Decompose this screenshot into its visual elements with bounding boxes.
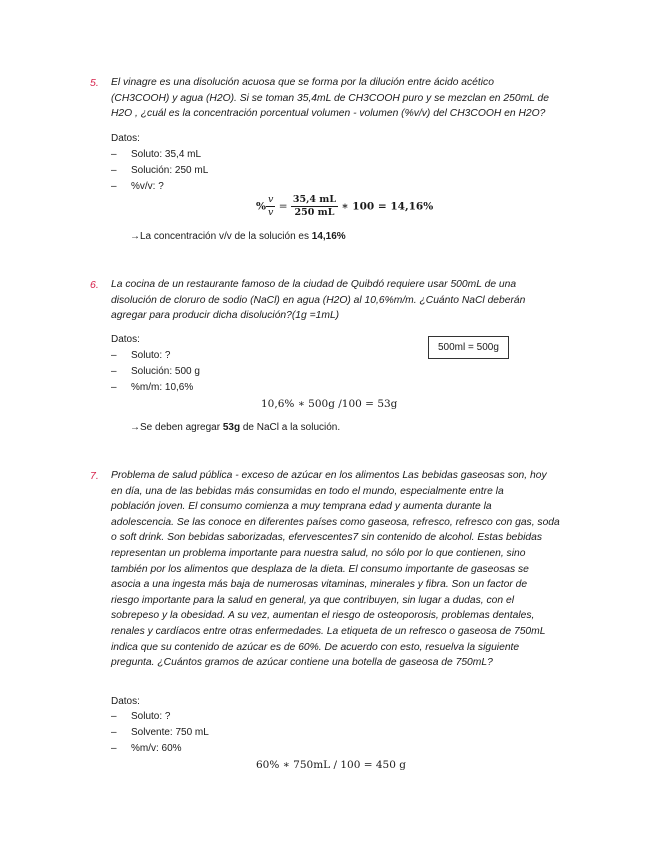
fraction-values: $\frac{35,4 mL}{250 mL}$ [292,194,337,218]
dash-icon: – [111,366,117,377]
question-7-line: adolescencia. Se las conoce en diferentes países como gaseosa, refresco, refresco con gas, soda [111,516,560,528]
formula-7: 60% ∗ 750mL / 100 = 450 g [256,759,406,771]
conclusion-6: →Se deben agregar 53g de NaCl a la solución. [130,422,341,433]
question-7-line: representan un problema importante para nuestra salud, no sólo por lo que contienen, sino [111,547,526,559]
formula-6: 10,6% ∗ 500g /100 = 53g [261,398,398,410]
datos-label-7: Datos: [111,696,140,707]
question-5-line: El vinagre es una disolución acuosa que se forma por la dilución entre ácido acético [111,77,494,88]
question-7-line: asocia a una ingesta más baja de numerosas vitaminas, minerales y fibra. Son un factor de [111,579,528,591]
question-7-line: Problema de salud pública - exceso de azúcar en los alimentos Las bebidas gaseosas son, hoy [111,470,547,481]
conversion-box: 500ml = 500g [428,336,509,359]
question-6-line: La cocina de un restaurante famoso de la ciudad de Quibdó requiere usar 500mL de una [111,279,517,290]
bullet-item: – Solución: 500 g [111,366,200,377]
question-7-line: sobrepeso y la obesidad. A su vez, aumentan el riesgo de osteoporosis, problemas dentales, [111,610,535,622]
fraction-vv: $\frac{v}{v}$ [267,194,274,218]
question-number-6: 6. [90,279,99,291]
question-6-text [111,277,566,324]
question-7-line: también por los alimentos que desplaza de la dieta. El consumo importante de gaseosas se [111,563,529,575]
datos-label-6: Datos: [111,334,140,345]
dash-icon: – [111,382,117,393]
question-7-line: en día, una de las bebidas más consumidas en todo el mundo, especialmente entre la [111,485,504,497]
question-5-line: (CH3COOH) y agua (H2O). Si se toman 35,4mL de CH3COOH puro y se mezclan en 250mL de [111,92,549,104]
question-number-5: 5. [90,77,99,89]
question-7-line: población joven. El consumo comienza a muy temprana edad y aumenta durante la [111,501,492,513]
bullet-item: – Soluto: ? [111,350,171,361]
question-5-text [111,75,566,122]
question-6-line: agregar para producir dicha disolución?(1g =1mL) [111,310,340,322]
bullet-item: – %m/m: 10,6% [111,382,194,393]
dash-icon: – [111,149,117,160]
dash-icon: – [111,350,117,361]
bullet-item: – Solución: 250 mL [111,165,209,176]
question-7-line: indica que su contenido de azúcar es de 60%. De acuerdo con esto, resuelva la siguiente [111,641,520,653]
dash-icon: – [111,165,117,176]
dash-icon: – [111,727,117,738]
dash-icon: – [111,711,117,722]
question-number-7: 7. [90,470,99,482]
question-6-line: disolución de cloruro de sodio (NaCl) en agua (H2O) al 10,6%m/m. ¿Cuánto NaCl deberán [111,294,526,306]
formula-5: % $\frac{v}{v}$ = $\frac{35,4 mL}{250 mL}$ ∗ 100 = 14,16% [256,194,434,218]
question-5-line: H2O , ¿cuál es la concentración porcentual volumen - volumen (%v/v) del CH3COOH en H2O? [111,108,546,120]
question-7-line: o soft drink. Son bebidas saborizadas, efervescentes7 sin contenido de alcohol. Estas bebidas [111,532,543,544]
conclusion-5: →La concentración v/v de la solución es 14,16% [130,231,346,242]
datos-label-5: Datos: [111,133,140,144]
question-7-line: pregunta. ¿Cuántos gramos de azúcar contiene una botella de gaseosa de 750mL? [111,657,493,669]
bullet-item: – %v/v: ? [111,181,164,192]
question-7-text [111,468,566,671]
bullet-item: – Soluto: ? [111,711,171,722]
question-7-line: renales y cardíacos entre otras enfermedades. La etiqueta de un refresco o gaseosa de 750mL [111,625,546,637]
dash-icon: – [111,181,117,192]
question-7-line: riesgo importante para la salud en general, ya que contribuyen, sin lugar a dudas, con el [111,594,514,606]
bullet-item: – Solvente: 750 mL [111,727,209,738]
dash-icon: – [111,743,117,754]
bullet-item: – %m/v: 60% [111,743,182,754]
bullet-item: – Soluto: 35,4 mL [111,149,202,160]
